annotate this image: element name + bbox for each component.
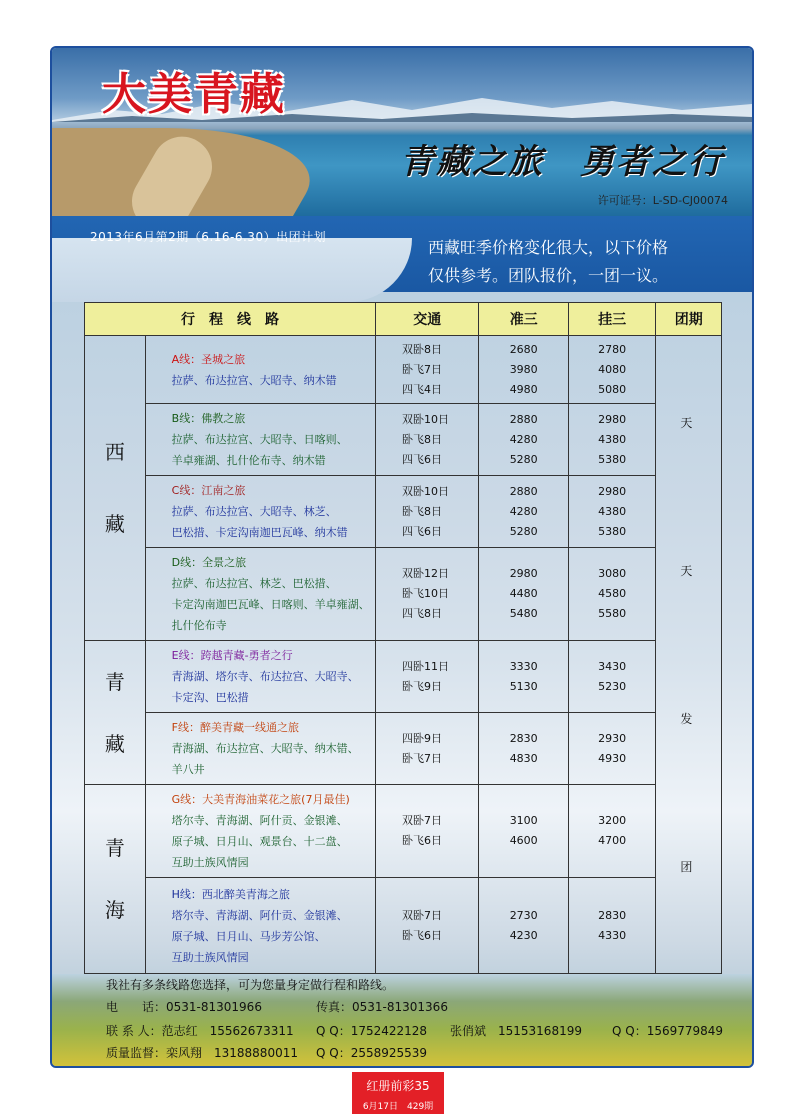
route-cell xyxy=(145,641,375,713)
col-header-route: 行 程 线 路 xyxy=(85,303,376,336)
price: 5480 xyxy=(509,607,538,620)
price: 4980 xyxy=(509,382,538,396)
table-row xyxy=(85,404,722,476)
quality-supervisor: 质量监督：栾风翔 13188880011 xyxy=(106,1046,298,1060)
contact-person-2: 张俏斌 15153168199 xyxy=(450,1024,582,1038)
standard-price-cell xyxy=(479,548,568,641)
price: 4280 xyxy=(509,432,538,446)
region-qinghai-tibet xyxy=(85,641,146,785)
standard-price-cell xyxy=(479,785,568,878)
transport-option: 四卧11日 xyxy=(402,659,450,673)
price: 2830 xyxy=(509,731,538,745)
price: 4380 xyxy=(598,504,627,518)
transport-cell xyxy=(376,336,479,404)
period-char: 天 xyxy=(680,416,693,430)
transport-option: 双卧7日 xyxy=(402,908,443,922)
route-stops: 互助土族风情园 xyxy=(171,950,249,964)
price: 5380 xyxy=(598,524,627,538)
price: 5380 xyxy=(598,452,627,466)
route-stops: 羊卓雍湖、扎什伦布寺、纳木错 xyxy=(171,454,326,467)
rated-price-cell xyxy=(568,785,655,878)
rated-price-cell xyxy=(568,641,655,713)
transport-option: 双卧7日 xyxy=(402,814,443,827)
transport-option: 卧飞6日 xyxy=(402,928,443,942)
price: 4600 xyxy=(509,834,538,847)
price: 2980 xyxy=(598,484,627,498)
transport-option: 双卧12日 xyxy=(402,567,450,580)
route-stops: 卡定沟、巴松措 xyxy=(171,691,249,704)
brand-title: 大美青藏 xyxy=(102,69,286,120)
standard-price-cell xyxy=(479,713,568,785)
departure-period xyxy=(656,336,722,974)
transport-option: 卧飞7日 xyxy=(402,362,443,376)
route-stops: 拉萨、布达拉宫、大昭寺、林芝、 xyxy=(171,505,337,518)
region-char: 青 xyxy=(104,669,125,694)
price: 2880 xyxy=(509,412,538,426)
price: 4280 xyxy=(509,504,538,518)
transport-option: 四飞6日 xyxy=(402,524,443,538)
route-cell xyxy=(145,785,375,878)
route-cell xyxy=(145,713,375,785)
route-name: H线：西北醉美青海之旅 xyxy=(171,887,290,901)
price: 5280 xyxy=(509,524,538,538)
price: 4230 xyxy=(509,928,538,942)
route-stops: 原子城、日月山、观景台、十二盘、 xyxy=(171,835,348,848)
price: 4580 xyxy=(598,587,627,600)
price: 3980 xyxy=(509,362,538,376)
route-stops: 卡定沟南迦巴瓦峰、日喀则、羊卓雍湖、 xyxy=(171,598,370,611)
table-row xyxy=(85,548,722,641)
standard-price-cell xyxy=(479,336,568,404)
slogan: 青藏之旅 勇者之行 xyxy=(400,142,724,182)
price: 2980 xyxy=(598,412,627,426)
price: 3200 xyxy=(598,814,627,827)
transport-option: 四飞4日 xyxy=(402,382,443,396)
transport-option: 四飞8日 xyxy=(402,607,443,620)
route-name: F线：醉美青藏一线通之旅 xyxy=(171,721,299,734)
transport-option: 双卧8日 xyxy=(402,342,443,356)
fax-number: 传真：0531-81301366 xyxy=(316,1000,448,1014)
table-header-row xyxy=(85,303,722,336)
transport-cell xyxy=(376,548,479,641)
transport-option: 卧飞7日 xyxy=(402,751,443,765)
transport-cell xyxy=(376,476,479,548)
route-name: E线：跨越青藏-勇者之行 xyxy=(171,649,293,662)
route-stops: 塔尔寺、青海湖、阿什贡、金银滩、 xyxy=(171,814,348,827)
transport-cell xyxy=(376,713,479,785)
license-number: 许可证号：L-SD-CJ00074 xyxy=(597,194,728,207)
price: 4480 xyxy=(509,587,538,600)
route-name: B线：佛教之旅 xyxy=(171,412,246,425)
rated-price-cell xyxy=(568,878,655,974)
contact-qq: Q Q：1752422128 xyxy=(316,1024,428,1038)
transport-option: 四卧9日 xyxy=(402,731,443,745)
issue-label: 2013年6月第2期（6.16-6.30）出团计划 xyxy=(90,230,327,244)
col-header-transport: 交通 xyxy=(376,303,479,336)
route-name: D线：全景之旅 xyxy=(171,556,247,569)
route-cell xyxy=(145,476,375,548)
price-notice xyxy=(428,234,728,290)
price: 2730 xyxy=(509,908,538,922)
transport-option: 卧飞8日 xyxy=(402,432,443,446)
route-stops: 塔尔寺、青海湖、阿什贡、金银滩、 xyxy=(171,908,348,922)
route-cell xyxy=(145,404,375,476)
rated-price-cell xyxy=(568,336,655,404)
price: 3100 xyxy=(509,814,538,827)
price: 3330 xyxy=(509,659,538,673)
price: 3430 xyxy=(598,659,627,673)
band-notch xyxy=(52,238,412,302)
standard-price-cell xyxy=(479,404,568,476)
route-stops: 扎什伦布寺 xyxy=(171,619,227,632)
contact-qq-2: Q Q：1569779849 xyxy=(612,1024,724,1038)
price: 4380 xyxy=(598,432,627,446)
price: 5280 xyxy=(509,452,538,466)
footer-intro: 我社有多条线路您选择，可为您量身定做行程和路线。 xyxy=(106,978,395,992)
rated-price-cell xyxy=(568,713,655,785)
page-tag: 红册前彩35 xyxy=(352,1072,444,1100)
period-char: 天 xyxy=(680,564,693,578)
poster xyxy=(50,46,754,1068)
price: 5230 xyxy=(598,679,627,693)
price: 4830 xyxy=(509,751,538,765)
price: 4080 xyxy=(598,362,627,376)
standard-price-cell xyxy=(479,878,568,974)
contact-footer xyxy=(52,974,752,1066)
col-header-standard: 准三 xyxy=(479,303,568,336)
route-cell xyxy=(145,336,375,404)
standard-price-cell xyxy=(479,476,568,548)
rated-price-cell xyxy=(568,548,655,641)
price: 2830 xyxy=(598,908,627,922)
route-name: A线：圣城之旅 xyxy=(171,352,246,366)
page-date: 6月17日 429期 xyxy=(352,1100,444,1114)
price: 2980 xyxy=(509,567,538,580)
price: 5080 xyxy=(598,382,627,396)
header-banner xyxy=(52,48,752,216)
price: 4930 xyxy=(598,751,627,765)
table-row xyxy=(85,476,722,548)
table-row xyxy=(85,785,722,878)
price: 3080 xyxy=(598,567,627,580)
route-name: C线：江南之旅 xyxy=(171,484,246,497)
route-cell xyxy=(145,878,375,974)
notice-line-2: 仅供参考。团队报价，一团一议。 xyxy=(428,266,669,285)
region-char: 藏 xyxy=(104,512,125,536)
notice-line-1: 西藏旺季价格变化很大，以下价格 xyxy=(428,238,669,257)
price: 4330 xyxy=(598,928,627,942)
region-char: 海 xyxy=(104,898,125,922)
period-char: 团 xyxy=(680,860,693,874)
route-stops: 青海湖、塔尔寺、布达拉宫、大昭寺、 xyxy=(171,670,359,683)
transport-cell xyxy=(376,404,479,476)
region-qinghai xyxy=(85,785,146,974)
standard-price-cell xyxy=(479,641,568,713)
schedule-table xyxy=(84,302,722,974)
transport-option: 卧飞10日 xyxy=(402,587,450,600)
transport-option: 双卧10日 xyxy=(402,412,450,426)
transport-option: 双卧10日 xyxy=(402,484,450,498)
transport-cell xyxy=(376,785,479,878)
table-row xyxy=(85,336,722,404)
route-stops: 青海湖、布达拉宫、大昭寺、纳木错、 xyxy=(171,742,359,755)
table-row xyxy=(85,878,722,974)
price: 2680 xyxy=(509,342,538,356)
price: 5580 xyxy=(598,607,627,620)
route-cell xyxy=(145,548,375,641)
route-stops: 羊八井 xyxy=(171,763,205,776)
region-char: 西 xyxy=(104,440,125,464)
transport-option: 卧飞6日 xyxy=(402,834,443,847)
supervisor-qq: Q Q：2558925539 xyxy=(316,1046,428,1060)
period-char: 发 xyxy=(680,712,693,726)
route-stops: 互助土族风情园 xyxy=(171,856,249,869)
table-row xyxy=(85,713,722,785)
region-tibet xyxy=(85,336,146,641)
price: 4700 xyxy=(598,834,627,847)
route-stops: 原子城、日月山、马步芳公馆、 xyxy=(171,929,326,943)
price: 2780 xyxy=(598,342,627,356)
transport-cell xyxy=(376,878,479,974)
route-stops: 巴松措、卡定沟南迦巴瓦峰、纳木错 xyxy=(171,526,348,539)
region-char: 藏 xyxy=(104,731,125,756)
route-stops: 拉萨、布达拉宫、大昭寺、日喀则、 xyxy=(171,433,348,446)
price: 5130 xyxy=(509,679,538,693)
price: 2930 xyxy=(598,731,627,745)
rated-price-cell xyxy=(568,404,655,476)
col-header-rated: 挂三 xyxy=(568,303,655,336)
transport-cell xyxy=(376,641,479,713)
table-row xyxy=(85,641,722,713)
rated-price-cell xyxy=(568,476,655,548)
transport-option: 卧飞8日 xyxy=(402,504,443,518)
route-name: G线：大美青海油菜花之旅(7月最佳) xyxy=(171,793,350,806)
contact-person: 联 系 人：范志红 15562673311 xyxy=(106,1024,294,1038)
price: 2880 xyxy=(509,484,538,498)
route-stops: 拉萨、布达拉宫、林芝、巴松措、 xyxy=(171,577,337,590)
transport-option: 卧飞9日 xyxy=(402,679,443,693)
transport-option: 四飞6日 xyxy=(402,452,443,466)
col-header-period: 团期 xyxy=(656,303,722,336)
route-stops: 拉萨、布达拉宫、大昭寺、纳木错 xyxy=(171,373,337,387)
region-char: 青 xyxy=(104,836,125,860)
phone-number: 电 话：0531-81301966 xyxy=(106,1000,262,1014)
